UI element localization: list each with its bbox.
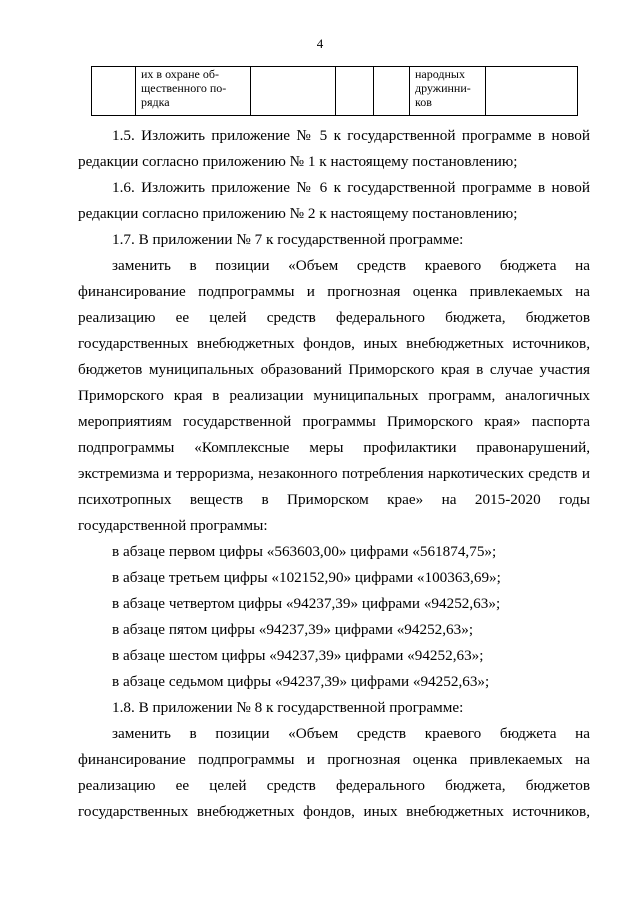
text-line: финансирование подпрограммы и прогнозная оценка привлекаемых на	[78, 283, 590, 300]
text-line: редакции согласно приложению № 1 к настоящему постановлению;	[78, 153, 518, 170]
continued-table	[91, 66, 578, 116]
text-line: реализацию ее целей средств федерального бюджета, бюджетов	[78, 777, 590, 794]
text-line: редакции согласно приложению № 2 к настоящему постановлению;	[78, 205, 518, 222]
text-line: в абзаце третьем цифры «102152,90» цифрами «100363,69»;	[112, 569, 501, 586]
document-body	[78, 123, 590, 825]
table-row	[92, 67, 578, 116]
text-line: государственных внебюджетных фондов, иных внебюджетных источников,	[78, 803, 590, 820]
page-number: 4	[316, 36, 324, 51]
table-cell	[251, 67, 336, 116]
text-line: подпрограммы «Комплексные меры профилактики правонарушений,	[78, 439, 590, 456]
text-line: мероприятиям государственной программы Приморского края» паспорта	[78, 413, 590, 430]
text-line: в абзаце пятом цифры «94237,39» цифрами «94252,63»;	[112, 621, 474, 638]
text-line: в абзаце седьмом цифры «94237,39» цифрами «94252,63»;	[112, 673, 490, 690]
text-line: заменить в позиции «Объем средств краевого бюджета на	[112, 257, 590, 274]
table-cell: их в охране об- щественного по- рядка	[136, 67, 251, 116]
text-line: финансирование подпрограммы и прогнозная оценка привлекаемых на	[78, 751, 590, 768]
text-line: 1.7. В приложении № 7 к государственной программе:	[112, 231, 464, 248]
text-line: 1.6. Изложить приложение № 6 к государственной программе в новой	[112, 179, 590, 196]
text-line: в абзаце четвертом цифры «94237,39» цифрами «94252,63»;	[112, 595, 501, 612]
text-line: в абзаце первом цифры «563603,00» цифрами «561874,75»;	[112, 543, 497, 560]
table-cell	[486, 67, 578, 116]
text-line: психотропных веществ в Приморском крае» на 2015-2020 годы	[78, 491, 590, 508]
table-cell: народных дружинни- ков	[410, 67, 486, 116]
table-cell	[92, 67, 136, 116]
text-line: государственных внебюджетных фондов, иных внебюджетных источников,	[78, 335, 590, 352]
text-line: бюджетов муниципальных образований Приморского края в случае участия	[78, 361, 590, 378]
text-line: 1.8. В приложении № 8 к государственной программе:	[112, 699, 464, 716]
text-line: реализацию ее целей средств федерального бюджета, бюджетов	[78, 309, 590, 326]
text-line: заменить в позиции «Объем средств краевого бюджета на	[112, 725, 590, 742]
table-cell	[374, 67, 410, 116]
table-cell	[336, 67, 374, 116]
text-line: государственной программы:	[78, 517, 268, 534]
text-line: в абзаце шестом цифры «94237,39» цифрами «94252,63»;	[112, 647, 484, 664]
text-line: Приморского края в реализации муниципальных программ, аналогичных	[78, 387, 590, 404]
text-line: 1.5. Изложить приложение № 5 к государственной программе в новой	[112, 127, 590, 144]
text-line: экстремизма и терроризма, незаконного потребления наркотических средств и	[78, 465, 590, 482]
